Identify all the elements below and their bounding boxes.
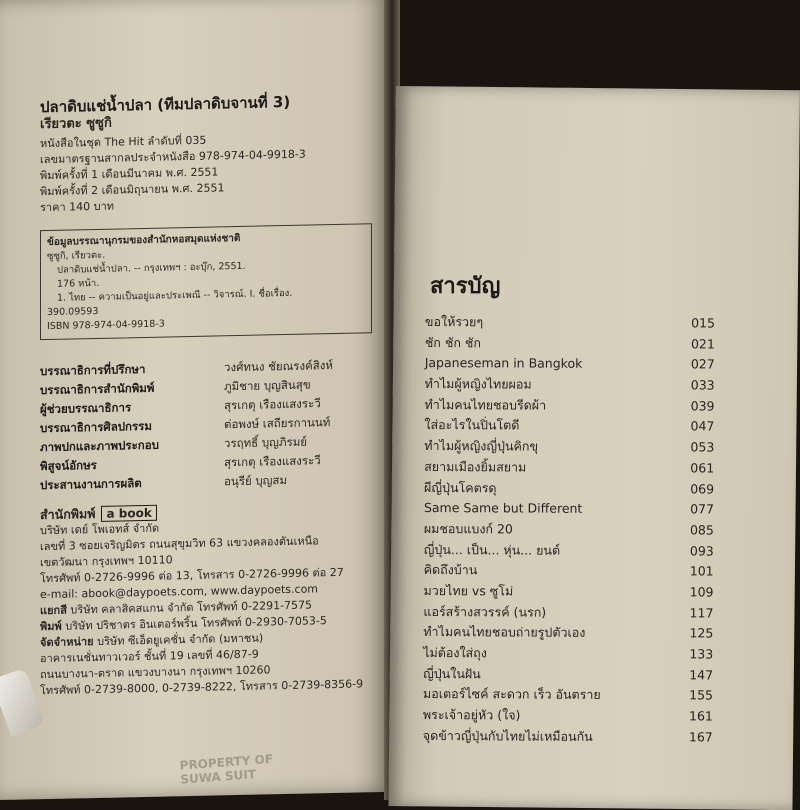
separation-text: บริษัท คลาสิคสแกน จำกัด โทรศัพท์ 0-2291-7575 bbox=[70, 598, 313, 617]
meta-line: ราคา 140 บาท bbox=[40, 199, 115, 215]
toc-entry-page: 125 bbox=[689, 625, 714, 641]
publisher-line: บริษัท เดย์ โพเอทส์ จำกัด bbox=[40, 521, 160, 538]
toc-entry-title: ไม่ต้องใส่ถุง bbox=[423, 644, 487, 661]
catalog-line: ISBN 978-974-04-9918-3 bbox=[47, 318, 165, 333]
toc-entry-page: 109 bbox=[689, 584, 714, 600]
credit-role: บรรณาธิการสำนักพิมพ์ bbox=[40, 380, 155, 398]
toc-entry-title: Same Same but Different bbox=[423, 500, 583, 517]
meta-line: หนังสือในชุด The Hit ลำดับที่ 035 bbox=[40, 133, 207, 151]
toc-entry-title: แอร์สร้างสวรรค์ (นรก) bbox=[423, 603, 547, 620]
catalog-line: 1. ไทย -- ความเป็นอยู่และประเพณี -- วิจารณ์. I. ชื่อเรื่อง. bbox=[57, 287, 293, 304]
stamp-line: SUWA SUIT bbox=[180, 767, 257, 787]
toc-entry-page: 101 bbox=[689, 563, 714, 579]
toc-entry bbox=[424, 519, 714, 541]
toc-entry bbox=[423, 664, 713, 686]
toc-entry bbox=[423, 684, 713, 706]
credit-name: วรฤทธิ์ บุญภิรมย์ bbox=[224, 434, 308, 451]
toc-entry bbox=[424, 477, 714, 499]
distribution-address: ถนนบางนา-ตราด แขวงบางนา กรุงเทพฯ 10260 bbox=[40, 663, 271, 682]
toc-entry-page: 015 bbox=[691, 315, 715, 331]
toc-entry-page: 053 bbox=[690, 439, 715, 455]
meta-line: เลขมาตรฐานสากลประจำหนังสือ 978-974-04-9918-3 bbox=[40, 147, 306, 167]
toc-entry bbox=[423, 622, 713, 644]
toc-entry bbox=[424, 457, 714, 479]
catalog-line: ปลาดิบแช่น้ำปลา. -- กรุงเทพฯ : อะบุ๊ก, 2551. bbox=[57, 260, 246, 276]
toc-entry bbox=[424, 436, 714, 458]
credit-name: สุรเกตุ เรืองแสงระวี bbox=[224, 453, 321, 470]
abook-logo: a book bbox=[101, 505, 156, 522]
toc-entry-title: ญี่ปุ่นในฝัน bbox=[423, 665, 481, 681]
left-page bbox=[0, 0, 392, 800]
toc-title: สารบัญ bbox=[430, 274, 501, 299]
toc-entry-page: 147 bbox=[689, 667, 714, 683]
toc-entry-title: ทำไมผู้หญิงญี่ปุ่นคิกขุ bbox=[424, 438, 539, 454]
separation-label: แยกสี bbox=[40, 603, 67, 618]
toc-entry-title: พระเจ้าอยู่หัว (ใจ) bbox=[422, 707, 521, 723]
toc-entry-page: 077 bbox=[690, 501, 715, 517]
toc-entry-page: 093 bbox=[689, 542, 714, 559]
credit-name: วงศ์ทนง ชัยณรงค์สิงห์ bbox=[224, 358, 333, 375]
toc-entry bbox=[423, 705, 713, 727]
toc-entry-title: มอเตอร์ไซค์ สะดวก เร็ว อันตราย bbox=[422, 686, 601, 703]
toc-entry bbox=[423, 643, 713, 665]
publisher-line: เลขที่ 3 ซอยเจริญมิตร ถนนสุขุมวิท 63 แขวงคลองตันเหนือ bbox=[40, 534, 319, 554]
toc-entry-title: คิดถึงบ้าน bbox=[423, 562, 478, 578]
credit-role: บรรณาธิการศิลปกรรม bbox=[40, 418, 152, 436]
toc-entry-page: 047 bbox=[690, 418, 715, 434]
stamp-line: PROPERTY OF bbox=[179, 751, 274, 773]
toc-entry-page: 161 bbox=[688, 708, 713, 724]
catalog-box bbox=[40, 223, 372, 340]
meta-line: พิมพ์ครั้งที่ 2 เดือนมิถุนายน พ.ศ. 2551 bbox=[40, 181, 225, 199]
toc-entry-page: 033 bbox=[690, 377, 715, 393]
toc-entry-title: ญี่ปุ่น... เป็น... หุ่น... ยนต์ bbox=[423, 541, 561, 558]
toc-entry-title: สยามเมืองยิ้มสยาม bbox=[424, 458, 527, 475]
toc-entry bbox=[425, 333, 715, 355]
toc-entry-title: ใส่อะไรในปิ่นโตดี bbox=[424, 417, 520, 433]
publisher-label: สำนักพิมพ์ bbox=[40, 505, 96, 523]
meta-line: พิมพ์ครั้งที่ 1 เดือนมีนาคม พ.ศ. 2551 bbox=[40, 165, 219, 183]
book-title: ปลาดิบแช่น้ำปลา (ทีมปลาดิบจานที่ 3) bbox=[40, 92, 291, 117]
toc-entry-page: 069 bbox=[690, 480, 715, 497]
toc-entry-page: 021 bbox=[690, 336, 715, 352]
credits-list bbox=[40, 355, 385, 495]
toc-entry bbox=[425, 374, 715, 396]
toc-entry bbox=[423, 602, 713, 624]
publisher-line: เขตวัฒนา กรุงเทพฯ 10110 bbox=[40, 553, 173, 570]
table-of-contents bbox=[423, 312, 715, 748]
toc-entry-page: 027 bbox=[690, 356, 715, 372]
toc-entry-title: ทำไมคนไทยชอบถ่ายรูปตัวเอง bbox=[423, 624, 586, 641]
toc-entry-page: 167 bbox=[688, 729, 713, 745]
toc-entry bbox=[424, 498, 714, 520]
publisher-block bbox=[40, 500, 385, 699]
copyright-block bbox=[40, 90, 385, 699]
toc-entry-page: 061 bbox=[690, 460, 715, 476]
credit-name: สุรเกตุ เรืองแสงระวี bbox=[224, 396, 321, 413]
catalog-heading: ข้อมูลบรรณานุกรมของสำนักหอสมุดแห่งชาติ bbox=[47, 232, 241, 249]
toc-entry bbox=[423, 581, 713, 603]
credit-role: ผู้ช่วยบรรณาธิการ bbox=[40, 400, 132, 417]
credit-name: ภูมิชาย บุญสินสุข bbox=[224, 377, 311, 394]
credit-role: ภาพปกและภาพประกอบ bbox=[40, 437, 159, 455]
credit-role: บรรณาธิการที่ปรึกษา bbox=[40, 361, 146, 379]
toc-entry-title: มวยไทย vs ซูโม่ bbox=[423, 582, 514, 599]
toc-entry-page: 133 bbox=[689, 646, 714, 662]
toc-entry-title: ผีญี่ปุ่นโคตรดุ bbox=[424, 479, 497, 495]
toc-entry-title: ผมชอบแบงก์ 20 bbox=[423, 520, 513, 537]
catalog-line: 176 หน้า. bbox=[57, 277, 100, 290]
catalog-line: 390.09593 bbox=[47, 305, 99, 319]
toc-entry bbox=[425, 312, 715, 334]
toc-entry bbox=[423, 726, 713, 748]
print-text: บริษัท ปริชาตร อินเตอร์พริ้น โทรศัพท์ 0-2930-7053-5 bbox=[65, 614, 327, 633]
toc-entry-page: 085 bbox=[689, 522, 714, 538]
property-stamp bbox=[179, 752, 274, 787]
toc-entry bbox=[424, 415, 714, 437]
toc-entry-page: 039 bbox=[690, 398, 715, 414]
toc-entry-title: ชัก ชัก ชัก bbox=[424, 334, 481, 350]
credit-role: ประสานงานการผลิต bbox=[40, 476, 142, 493]
toc-entry-page: 155 bbox=[689, 687, 714, 703]
publisher-line: โทรศัพท์ 0-2726-9996 ต่อ 13, โทรสาร 0-2726-9996 ต่อ 27 bbox=[40, 565, 344, 586]
toc-entry bbox=[424, 560, 714, 582]
distribution-address: อาคารเนชั่นทาวเวอร์ ชั้นที่ 19 เลขที่ 46/87-9 bbox=[40, 647, 259, 666]
catalog-line: ซูซูกิ, เรียวตะ. bbox=[47, 249, 106, 263]
toc-entry-title: ทำไมผู้หญิงไทยผอม bbox=[424, 376, 532, 392]
distribution-label: จัดจำหน่าย bbox=[40, 635, 94, 650]
credit-role: พิสูจน์อักษร bbox=[40, 457, 97, 474]
print-label: พิมพ์ bbox=[40, 619, 62, 634]
toc-entry bbox=[424, 540, 714, 562]
toc-entry bbox=[425, 353, 715, 375]
toc-entry-title: จุดข้าวญี่ปุ่นกับไทยไม่เหมือนกัน bbox=[422, 727, 593, 744]
toc-entry-page: 117 bbox=[689, 605, 714, 621]
distribution-text: บริษัท ซีเอ็ดยูเคชั่น จำกัด (มหาชน) bbox=[97, 631, 264, 648]
distribution-address: โทรศัพท์ 0-2739-8000, 0-2739-8222, โทรสาร 0-2739-8356-9 bbox=[40, 677, 364, 698]
toc-entry bbox=[424, 395, 714, 417]
credit-name: ต่อพงษ์ เสถียรกานนท์ bbox=[224, 415, 331, 432]
publisher-line: e-mail: abook@daypoets.com, www.daypoets.com bbox=[40, 582, 319, 602]
toc-entry-title: ทำไมคนไทยชอบรีดผ้า bbox=[424, 396, 547, 413]
credit-name: อนุรีย์ บุญสม bbox=[224, 472, 288, 489]
author-name: เรียวตะ ซูซูกิ bbox=[40, 115, 112, 133]
toc-entry-title: ขอให้รวยๆ bbox=[424, 313, 484, 330]
toc-entry-title: Japaneseman in Bangkok bbox=[424, 355, 583, 372]
